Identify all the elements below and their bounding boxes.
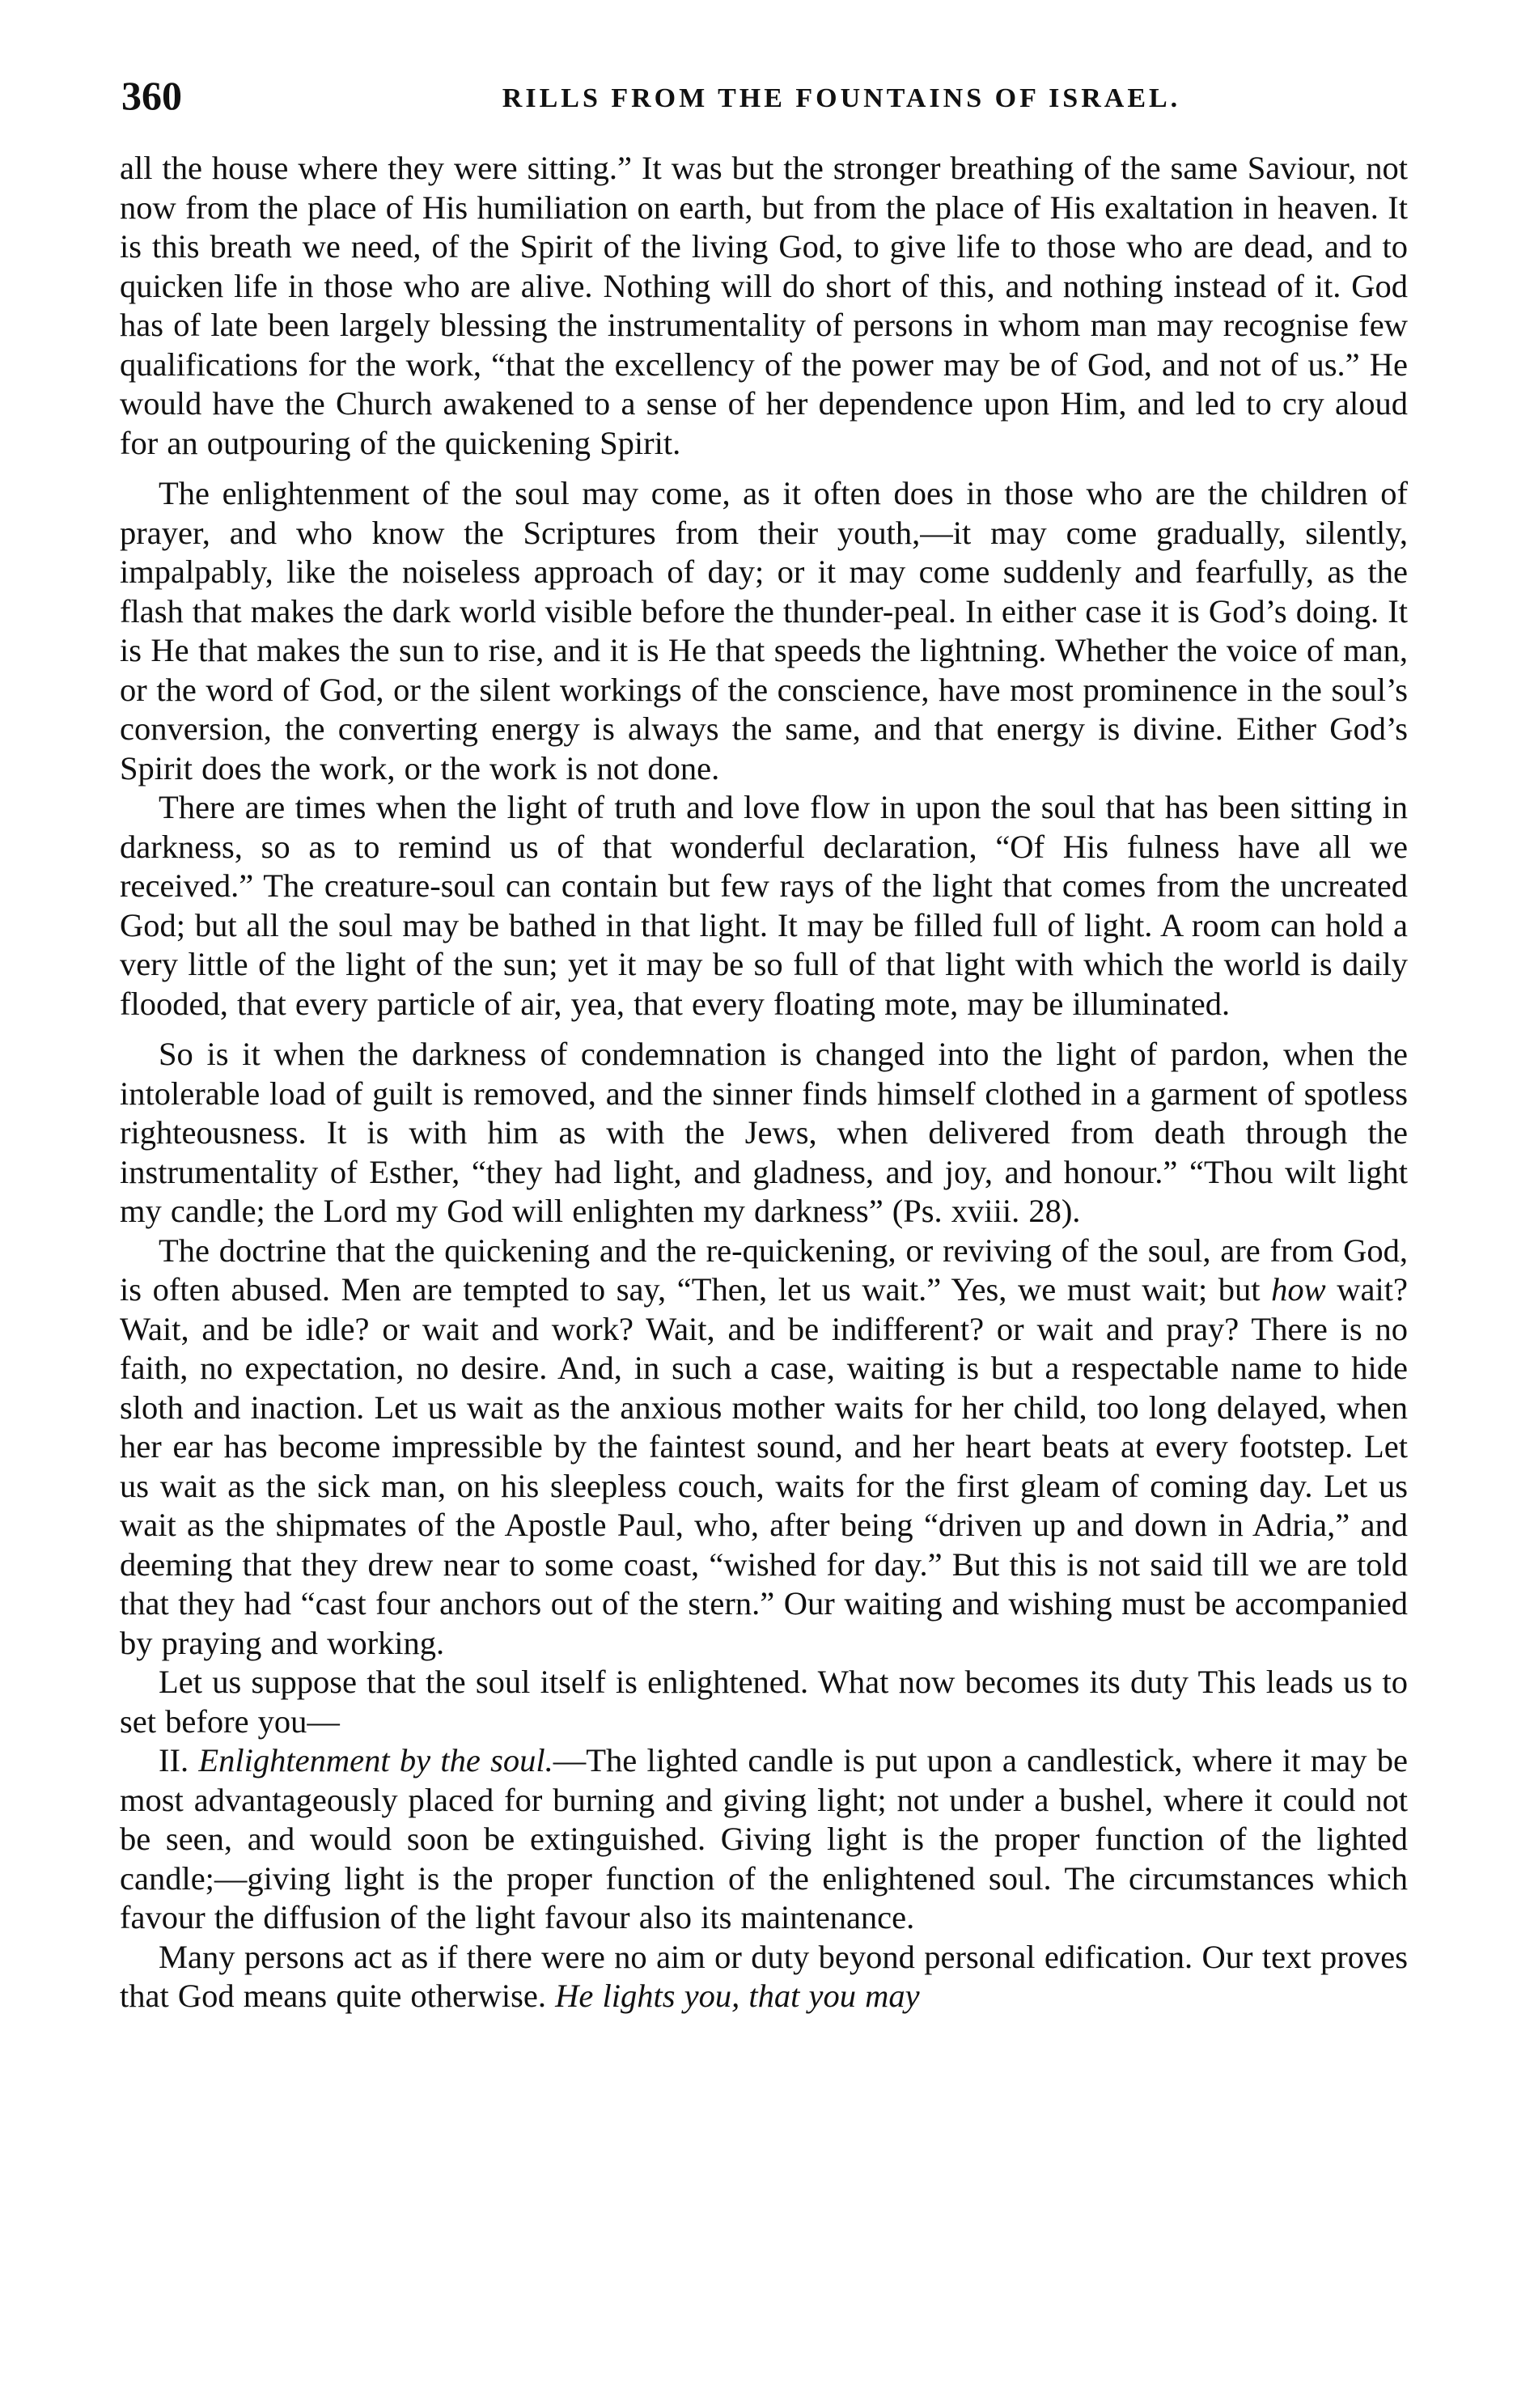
paragraph-text: —The lighted candle is put upon a candlestick, where it may be most advantageously placed for burning and giving light; not under a bushel, where it could not be seen, and would soon be extinguished. Giving light is the proper function of the lighted candle;—giving light is the proper function of the enlightened soul. The circumstances which favour the diffusion of the light favour also its maintenance. <box>120 1742 1408 1935</box>
paragraph-text: wait? Wait, and be idle? or wait and work? Wait, and be indifferent? or wait and pray? There is no faith, no expectation, no desire. And, in such a case, waiting is but a respectable name to hide sloth and inaction. Let us wait as the anxious mother waits for her child, too long delayed, when her ear has become impressible by the faintest sound, and her heart beats at every footstep. Let us wait as the sick man, on his sleepless couch, waits for the first gleam of coming day. Let us wait as the shipmates of the Apostle Paul, who, after being “driven up and down in Adria,” and deeming that they drew near to some coast, “wished for day.” But this is not said till we are told that they had “cast four anchors out of the stern.” Our waiting and wishing must be accompanied by praying and working. <box>120 1271 1408 1661</box>
paragraph-darkness-of-condemnation <box>120 1035 1408 1232</box>
paragraph-text: The enlightenment of the soul may come, as it often does in those who are the children of prayer, and who know the Scriptures from their youth,—it may come gradually, silently, impalpably, like the noiseless approach of day; or it may come suddenly and fearfully, as the flash that makes the dark world visible before the thunder-peal. In either case it is God’s doing. It is He that makes the sun to rise, and it is He that speeds the lightning. Whether the voice of man, or the word of God, or the silent workings of the conscience, have most prominence in the soul’s conversion, the converting energy is always the same, and that energy is divine. Either God’s Spirit does the work, or the work is not done. <box>120 475 1408 786</box>
paragraph-text: So is it when the darkness of condemnation is changed into the light of pardon, when the intolerable load of guilt is removed, and the sinner finds himself clothed in a garment of spotless righteousness. It is with him as with the Jews, when delivered from death through the instrumentality of Esther, “they had light, and gladness, and joy, and honour.” “Thou wilt light my candle; the Lord my God will enlighten my darkness” (Ps. xviii. 28). <box>120 1036 1408 1229</box>
paragraph-soul-enlightened <box>120 1663 1408 1741</box>
paragraph-text: The doctrine that the quickening and the re-quickening, or reviving of the soul, are from God, is often abused. Men are tempted to say, “Then, let us wait.” Yes, we must wait; but <box>120 1232 1408 1308</box>
paragraph-doctrine-of-quickening <box>120 1232 1408 1664</box>
paragraph-enlightenment-of-soul <box>120 474 1408 788</box>
page-header <box>121 71 1400 128</box>
body-text <box>120 149 1408 2350</box>
paragraph-text: II. <box>159 1742 199 1778</box>
paragraph-enlightenment-by-soul <box>120 1741 1408 1938</box>
paragraph-light-of-truth <box>120 788 1408 1024</box>
paragraph-text: Many persons act as if there were no aim or duty beyond personal edification. Our text proves that God means quite otherwise. <box>120 1938 1408 2014</box>
paragraph-text: There are times when the light of truth and love flow in upon the soul that has been sitting in darkness, so as to remind us of that wonderful declaration, “Of His fulness have all we received.” The creature-soul can contain but few rays of the light that comes from the uncreated God; but all the soul may be bathed in that light. It may be filled full of light. A room can hold a very little of the light of the sun; yet it may be so full of that light with which the world is daily flooded, that every particle of air, yea, that every floating mote, may be illuminated. <box>120 789 1408 1022</box>
paragraph-many-persons <box>120 1938 1408 2016</box>
page-number: 360 <box>121 73 182 118</box>
emphasis-text: He lights you, that you may <box>555 1978 920 2014</box>
section-heading-italic: Enlightenment by the soul. <box>198 1742 553 1778</box>
paragraph-text: Let us suppose that the soul itself is enlightened. What now becomes its duty This leads us to set before you— <box>120 1664 1408 1740</box>
paragraph-house-sitting <box>120 149 1408 463</box>
running-title: RILLS FROM THE FOUNTAINS OF ISRAEL. <box>502 83 1181 113</box>
paragraph-text: all the house where they were sitting.” It was but the stronger breathing of the same Saviour, not now from the place of His humiliation on earth, but from the place of His exaltation in heaven. It is this breath we need, of the Spirit of the living God, to give life to those who are dead, and to quicken life in those who are alive. Nothing will do short of this, and nothing instead of it. God has of late been largely blessing the instrumentality of persons in whom man may recognise few qualifications for the work, “that the excellency of the power may be of God, and not of us.” He would have the Church awakened to a sense of her dependence upon Him, and led to cry aloud for an outpouring of the quickening Spirit. <box>120 150 1408 461</box>
emphasis-text: how <box>1271 1271 1326 1308</box>
